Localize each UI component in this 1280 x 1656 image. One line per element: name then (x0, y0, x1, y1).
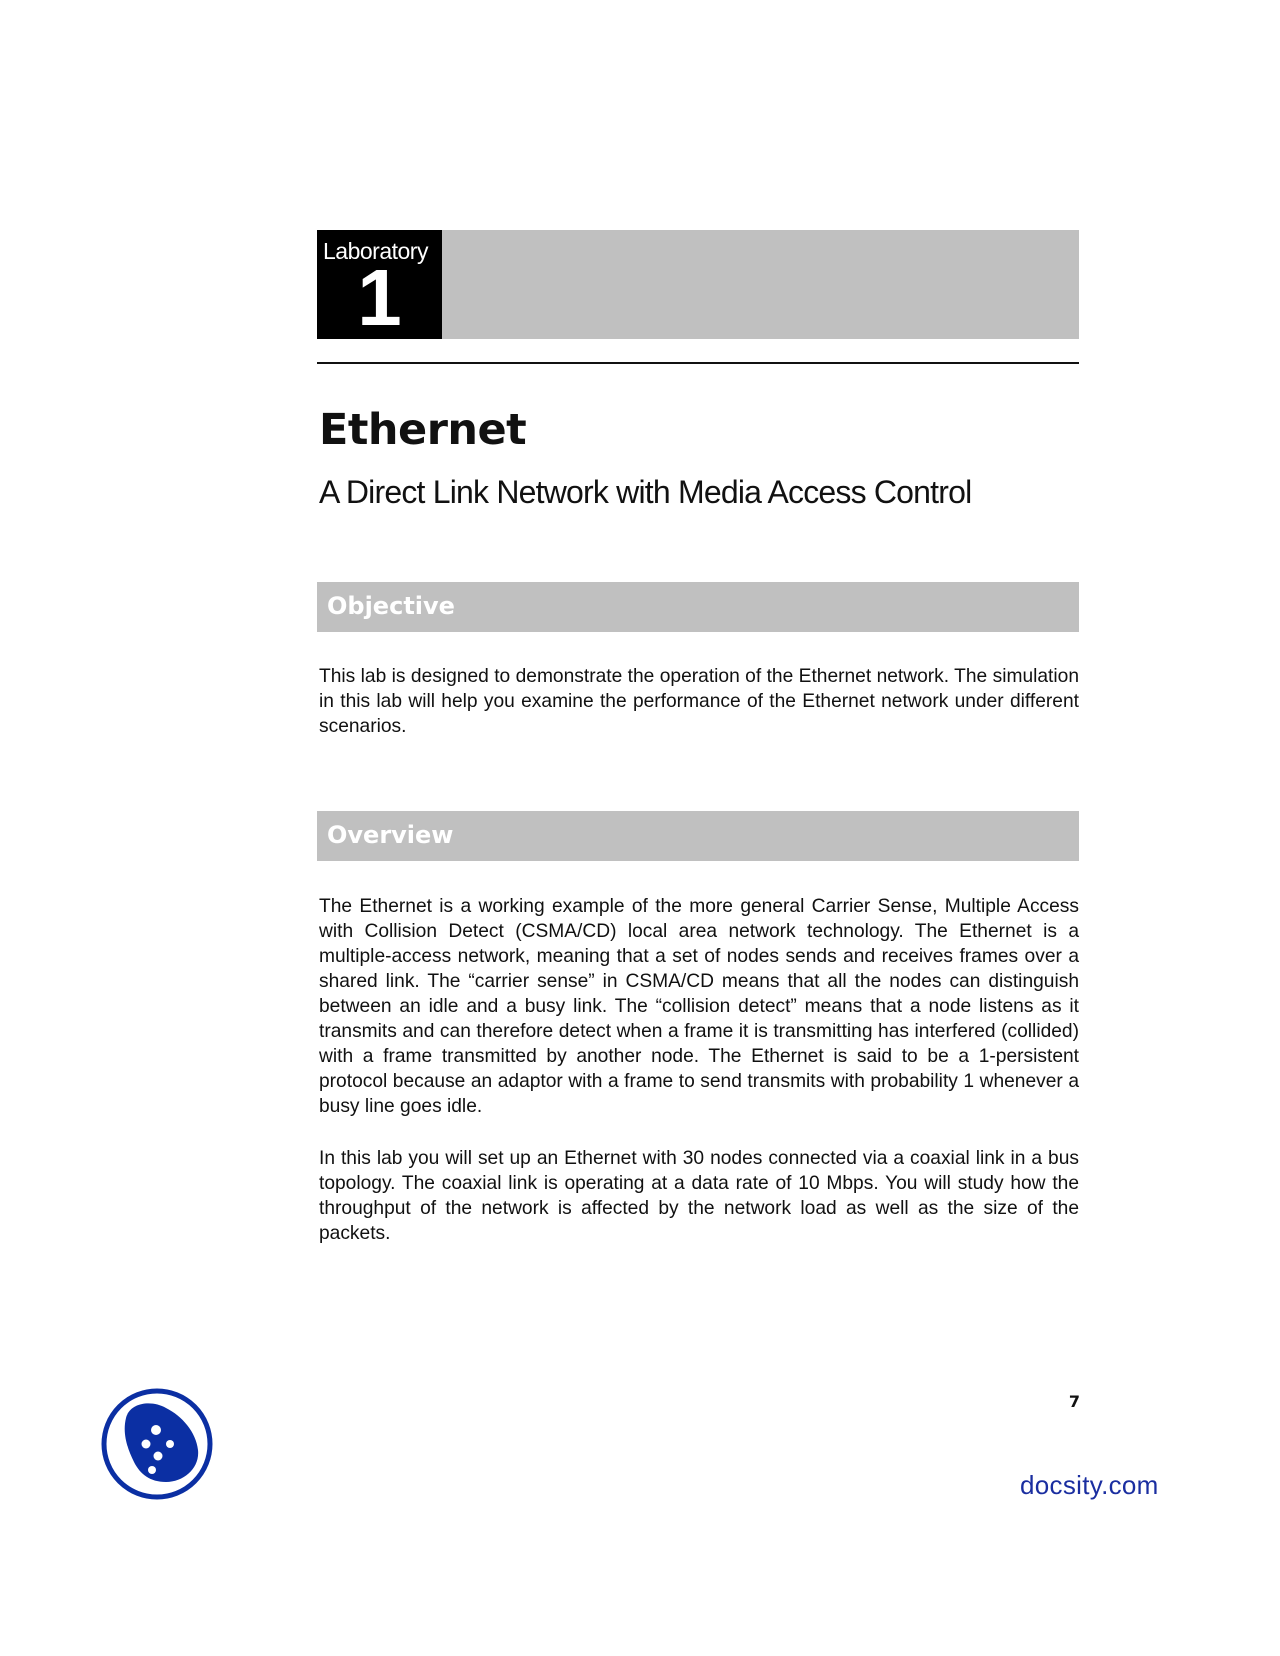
section-heading-objective (317, 582, 1079, 632)
divider (317, 362, 1079, 364)
docsity-logo-icon[interactable] (100, 1388, 214, 1500)
page-subtitle: A Direct Link Network with Media Access Control (319, 474, 972, 510)
section-heading-label: Overview (327, 821, 454, 849)
objective-paragraph: This lab is designed to demonstrate the operation of the Ethernet network. The simulation in this lab will help you examine the performance of the Ethernet network under different scenarios. (319, 666, 1079, 737)
lab-number: 1 (357, 253, 402, 342)
lab-number-box (317, 230, 442, 342)
docsity-brand-link[interactable]: docsity.com (1020, 1470, 1159, 1500)
page-title: Ethernet (319, 405, 527, 455)
section-heading-label: Objective (327, 592, 455, 620)
overview-paragraph-2: In this lab you will set up an Ethernet with 30 nodes connected via a coaxial link in a bus topology. The coaxial link is operating at a data rate of 10 Mbps. You will study how the throughput of the network is affected by the network load as well as the size of the packets. (319, 1148, 1079, 1244)
lab-label: Laboratory (323, 238, 428, 264)
section-heading-overview (317, 811, 1079, 861)
page-number: 7 (1068, 1392, 1080, 1411)
lab-banner (317, 230, 1079, 342)
overview-paragraph-1: The Ethernet is a working example of the more general Carrier Sense, Multiple Access with Collision Detect (CSMA/CD) local area network technology. The Ethernet is a multiple-access network, meaning that a set of nodes sends and receives frames over a shared link. The “carrier sense” in CSMA/CD means that all the nodes can distinguish between an idle and a busy link. The “collision detect” means that a node listens as it transmits and can therefore detect when a frame it is transmitting has interfered (collided) with a frame transmitted by another node. The Ethernet is said to be a 1-persistent protocol because an adaptor with a frame to send transmits with probability 1 whenever a busy line goes idle. (319, 896, 1079, 1117)
